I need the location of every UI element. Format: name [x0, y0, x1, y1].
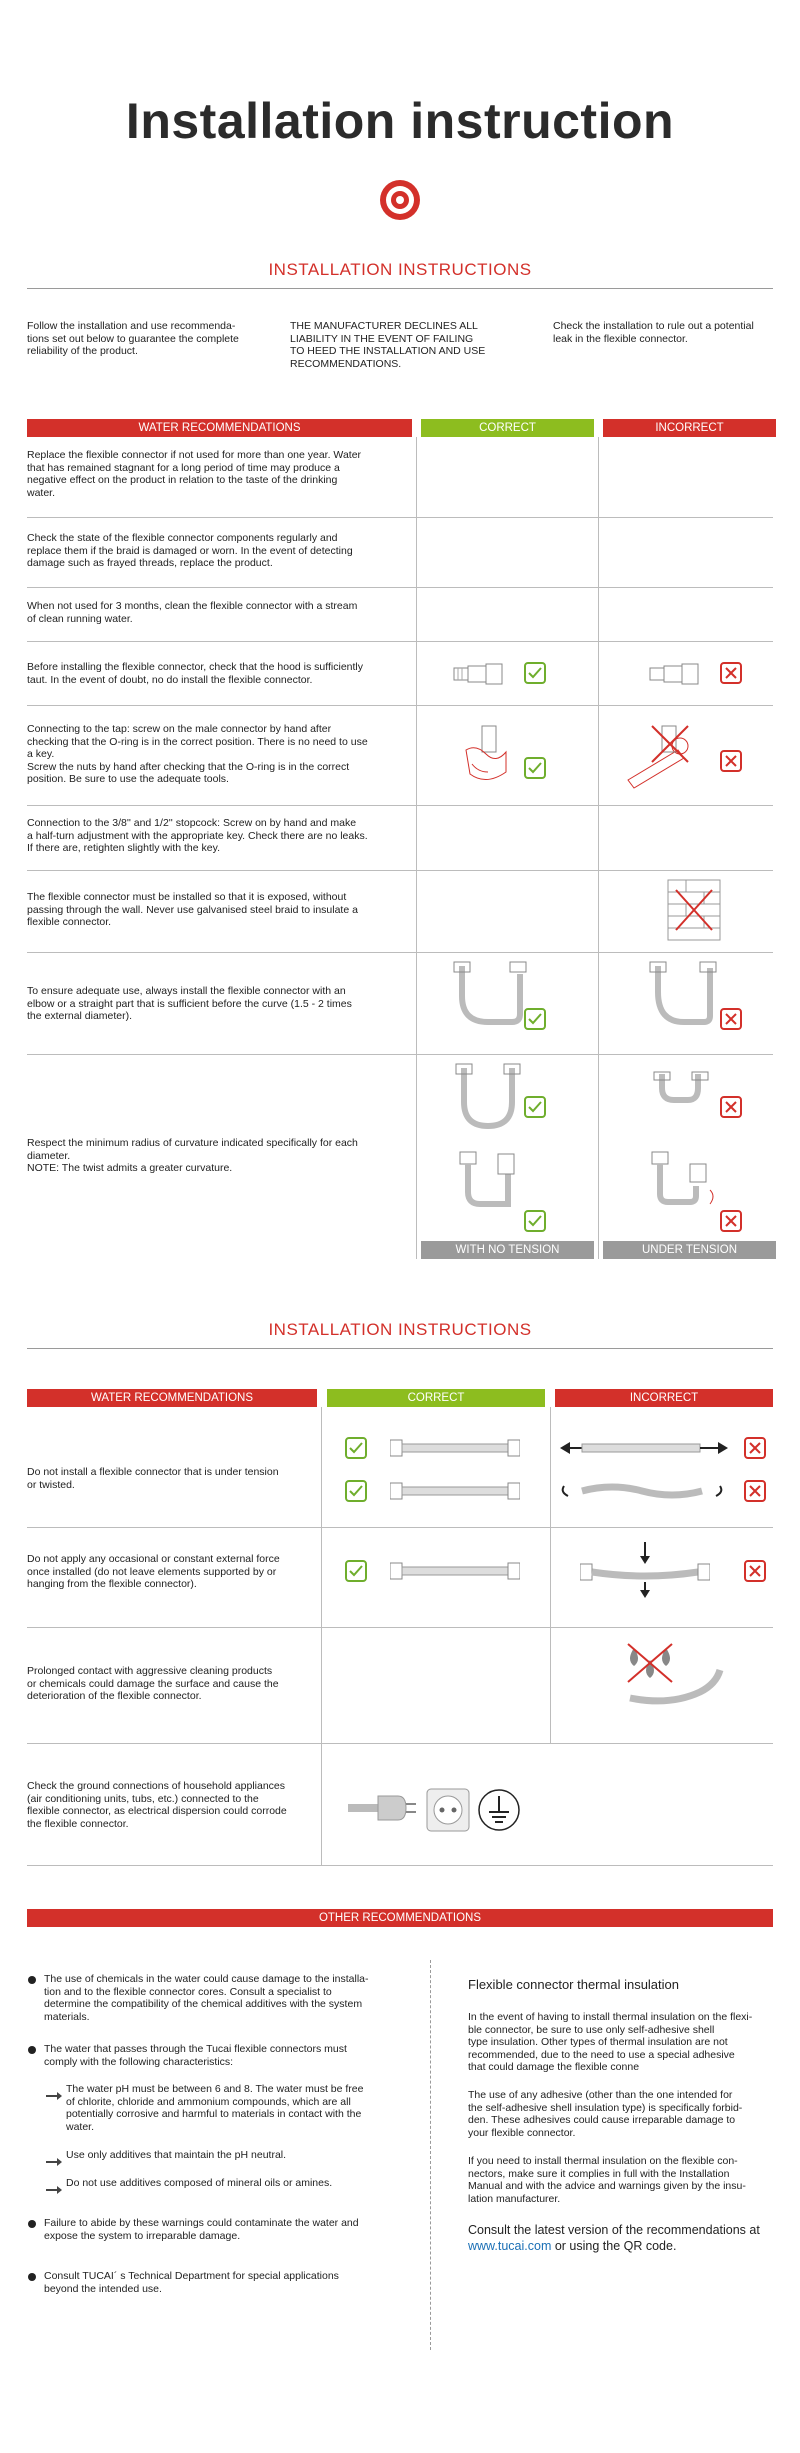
row-divider [27, 1527, 773, 1528]
cross-icon [744, 1480, 766, 1502]
table-row: Connecting to the tap: screw on the male connector by hand after checking that the O-ring is in the correct position. There is no need to use a key. Screw the nuts by hand after checking that the O-ring is in the correct position. Be sure to use the adequate tools. [27, 723, 368, 785]
cross-icon [720, 1008, 742, 1030]
list-item: Failure to abide by these warnings could contaminate the water and expose the system to irreparable damage. [44, 2217, 359, 2242]
section-heading: INSTALLATION INSTRUCTIONS [268, 1320, 532, 1339]
list-item: The water that passes through the Tucai flexible connectors must comply with the following characteristics: [44, 2043, 347, 2068]
header-water-recommendations: WATER RECOMMENDATIONS [27, 419, 412, 437]
cross-icon [744, 1560, 766, 1582]
plug-icon [348, 1790, 418, 1831]
check-icon [524, 757, 546, 779]
table-row: Before installing the flexible connector, check that the hood is sufficiently taut. In the event of doubt, no do install the flexible connector. [27, 661, 364, 686]
chemical-drops-illustration [620, 1642, 730, 1717]
arrow-bullet-icon [46, 2181, 62, 2199]
intro-text-3: Check the installation to rule out a potential leak in the flexible connector. [553, 320, 754, 345]
ground-symbol-icon [477, 1788, 521, 1837]
check-icon [345, 1437, 367, 1459]
column-divider [430, 1960, 431, 2350]
header-water-recommendations: WATER RECOMMENDATIONS [27, 1389, 317, 1407]
table-row: Check the ground connections of household appliances (air conditioning units, tubs, etc.) connected to the flexible connector, as electrical dispersion could corrode the flexible connector. [27, 1780, 287, 1830]
list-item: Use only additives that maintain the pH neutral. [66, 2149, 287, 2161]
cross-icon [720, 662, 742, 684]
row-divider [27, 1054, 773, 1055]
table-row: Do not apply any occasional or constant external force once installed (do not leave elements supported by or hanging from the flexible connector). [27, 1553, 280, 1590]
table-row: To ensure adequate use, always install the flexible connector with an elbow or a straight part that is sufficient before the curve (1.5 - 2 times the external diameter). [27, 985, 352, 1022]
label-with-no-tension: WITH NO TENSION [421, 1241, 594, 1259]
socket-icon [426, 1788, 470, 1837]
table-row: Do not install a flexible connector that is under tension or twisted. [27, 1466, 279, 1491]
row-divider [27, 1627, 773, 1628]
header-correct: CORRECT [327, 1389, 545, 1407]
paragraph: If you need to install thermal insulation on the flexible con- nectors, make sure it complies in full with the Installation Manual and with the advice and warnings given by the insu- lation manufacturer. [468, 2155, 746, 2205]
straight-connector-illustration [390, 1438, 520, 1463]
bullet-icon [28, 2220, 36, 2228]
arrow-bullet-icon [46, 2087, 62, 2105]
check-icon [524, 1210, 546, 1232]
list-item: Do not use additives composed of mineral oils or amines. [66, 2177, 333, 2189]
row-divider [27, 587, 773, 588]
row-divider [27, 870, 773, 871]
table-row: Replace the flexible connector if not used for more than one year. Water that has remained stagnant for a long period of time may produce a negative effect on the product in relation to the taste of the drinking water. [27, 449, 362, 499]
check-icon [345, 1560, 367, 1582]
cross-icon [744, 1437, 766, 1459]
column-divider [416, 437, 417, 1259]
external-force-illustration [580, 1540, 710, 1605]
intro-text-1: Follow the installation and use recommenda- tions set out below to guarantee the complete reliability of the product. [27, 320, 239, 357]
paragraph: The use of any adhesive (other than the one intended for the self-adhesive shell insulation type) is specifically forbid- den. These adhesives could cause irreparable damage to your flexible connector. [468, 2089, 743, 2139]
column-divider [598, 437, 599, 1259]
row-divider [27, 705, 773, 706]
section-heading: INSTALLATION INSTRUCTIONS [268, 260, 532, 279]
row-divider [27, 1865, 773, 1866]
bullet-icon [28, 1976, 36, 1984]
check-icon [524, 1096, 546, 1118]
consult-text-part: or using the QR code. [551, 2239, 677, 2253]
cross-icon [720, 1096, 742, 1118]
tension-connector-illustration [560, 1438, 730, 1463]
consult-text-part: Consult the latest version of the recommendations at [468, 2223, 760, 2237]
row-divider [27, 805, 773, 806]
list-item: The water pH must be between 6 and 8. The water must be free of chlorite, chloride and ammonium compounds, which are all potentially corrosive and harmful to materials in contact with the water. [66, 2083, 364, 2133]
tight-curve-illustration [652, 1070, 712, 1115]
list-item: Consult TUCAI´ s Technical Department for special applications beyond the intended use. [44, 2270, 339, 2295]
column-divider [321, 1407, 322, 1865]
column-divider [550, 1407, 551, 1744]
header-other-recommendations: OTHER RECOMMENDATIONS [27, 1909, 773, 1927]
cross-icon [720, 1210, 742, 1232]
table-row: When not used for 3 months, clean the flexible connector with a stream of clean running water. [27, 600, 358, 625]
row-divider [27, 517, 773, 518]
wrench-misuse-illustration [622, 722, 702, 797]
divider [27, 1348, 773, 1349]
table-row: Connection to the 3/8'' and 1/2'' stopcock: Screw on by hand and make a half-turn adjustment with the appropriate key. Check there are no leaks. If there are, retighten slightly with the key. [27, 817, 368, 854]
label-under-tension: UNDER TENSION [603, 1241, 776, 1259]
radius-curve-illustration [452, 1062, 522, 1137]
paragraph: In the event of having to install thermal insulation on the flexi- ble connector, be sure to use only self-adhesive shell type insulation. Other types of thermal insulation are not recommended, due to the need to use a special adhesive that could damage the flexible conne [468, 2011, 753, 2073]
check-icon [524, 662, 546, 684]
consult-text [468, 2222, 778, 2254]
bullet-icon [28, 2046, 36, 2054]
check-icon [524, 1008, 546, 1030]
brand-logo-icon [378, 178, 422, 222]
row-divider [27, 1743, 773, 1744]
divider [27, 288, 773, 289]
bullet-icon [28, 2273, 36, 2281]
straight-connector-illustration [390, 1481, 520, 1506]
list-item: The use of chemicals in the water could cause damage to the installa- tion and to the flexible connector cores. Consult a specialist to determine the compatibility of the chemical additives with the system materials. [44, 1973, 369, 2023]
page-title: Installation instruction [125, 93, 675, 149]
sharp-curve-illustration [644, 960, 724, 1035]
twisted-connector-illustration [560, 1480, 730, 1507]
stopcock-bad-illustration [650, 1150, 730, 1225]
cross-icon [720, 750, 742, 772]
website-link[interactable]: www.tucai.com [468, 2239, 552, 2253]
connector-hood-illustration [452, 662, 504, 691]
header-incorrect: INCORRECT [555, 1389, 773, 1407]
header-correct: CORRECT [421, 419, 594, 437]
table-row: Prolonged contact with aggressive cleaning products or chemicals could damage the surface and cause the deterioration of the flexible connector. [27, 1665, 279, 1702]
row-divider [27, 952, 773, 953]
table-row: Respect the minimum radius of curvature indicated specifically for each diameter. NOTE: The twist admits a greater curvature. [27, 1137, 358, 1174]
thermal-insulation-title: Flexible connector thermal insulation [468, 1977, 679, 1992]
brick-wall-illustration [666, 878, 722, 947]
hand-tightening-illustration [458, 720, 518, 795]
table-row: The flexible connector must be installed so that it is exposed, without passing through the wall. Never use galvanised steel braid to insulate a flexible connector. [27, 891, 358, 928]
check-icon [345, 1480, 367, 1502]
table-row: Check the state of the flexible connector components regularly and replace them if the braid is damaged or worn. In the event of detecting damage such as frayed threads, replace the product. [27, 532, 353, 569]
arrow-bullet-icon [46, 2153, 62, 2171]
connector-hood-illustration [648, 662, 700, 691]
straight-connector-illustration [390, 1561, 520, 1586]
header-incorrect: INCORRECT [603, 419, 776, 437]
intro-text-2: THE MANUFACTURER DECLINES ALL LIABILITY IN THE EVENT OF FAILING TO HEED THE INSTALLATION AND USE RECOMMENDATIONS. [290, 320, 486, 370]
elbow-connector-illustration [448, 960, 528, 1035]
row-divider [27, 641, 773, 642]
